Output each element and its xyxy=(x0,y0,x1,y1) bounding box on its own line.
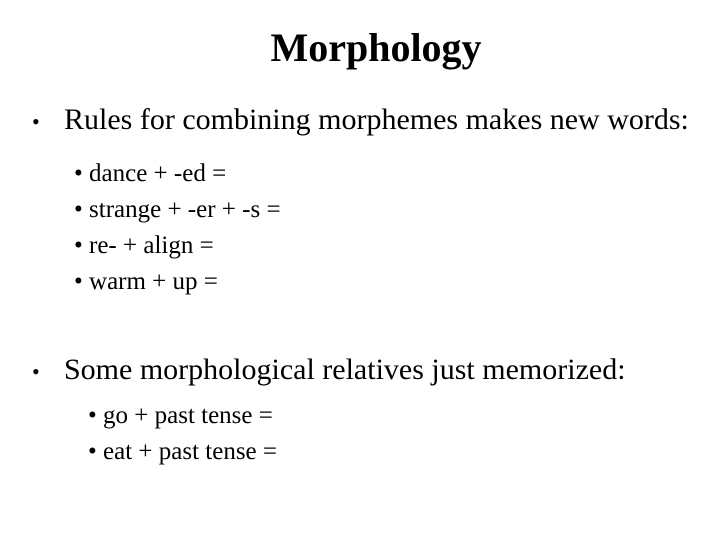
sub-list-rules xyxy=(74,156,281,300)
slide-title: Morphology xyxy=(270,25,482,70)
bullet-dot: • xyxy=(74,196,83,223)
list-item: • dance + -ed = xyxy=(74,160,227,187)
sub-list-memorized xyxy=(88,398,277,470)
list-item: • eat + past tense = xyxy=(88,438,277,465)
list-item: • strange + -er + -s = xyxy=(74,196,281,223)
bullet-text: Some morphological relatives just memorized: xyxy=(64,353,626,386)
bullet-rules xyxy=(32,102,689,140)
list-item: • go + past tense = xyxy=(88,402,273,429)
bullet-dot: • xyxy=(32,359,40,384)
bullet-dot: • xyxy=(32,109,40,134)
list-item: • warm + up = xyxy=(74,268,218,295)
bullet-dot: • xyxy=(74,160,83,187)
bullet-dot: • xyxy=(74,232,83,259)
bullet-text: Rules for combining morphemes makes new words: xyxy=(64,103,689,136)
list-item: • re- + align = xyxy=(74,232,214,259)
bullet-dot: • xyxy=(74,268,83,295)
bullet-dot: • xyxy=(88,402,97,429)
bullet-memorized xyxy=(32,352,626,390)
bullet-dot: • xyxy=(88,438,97,465)
